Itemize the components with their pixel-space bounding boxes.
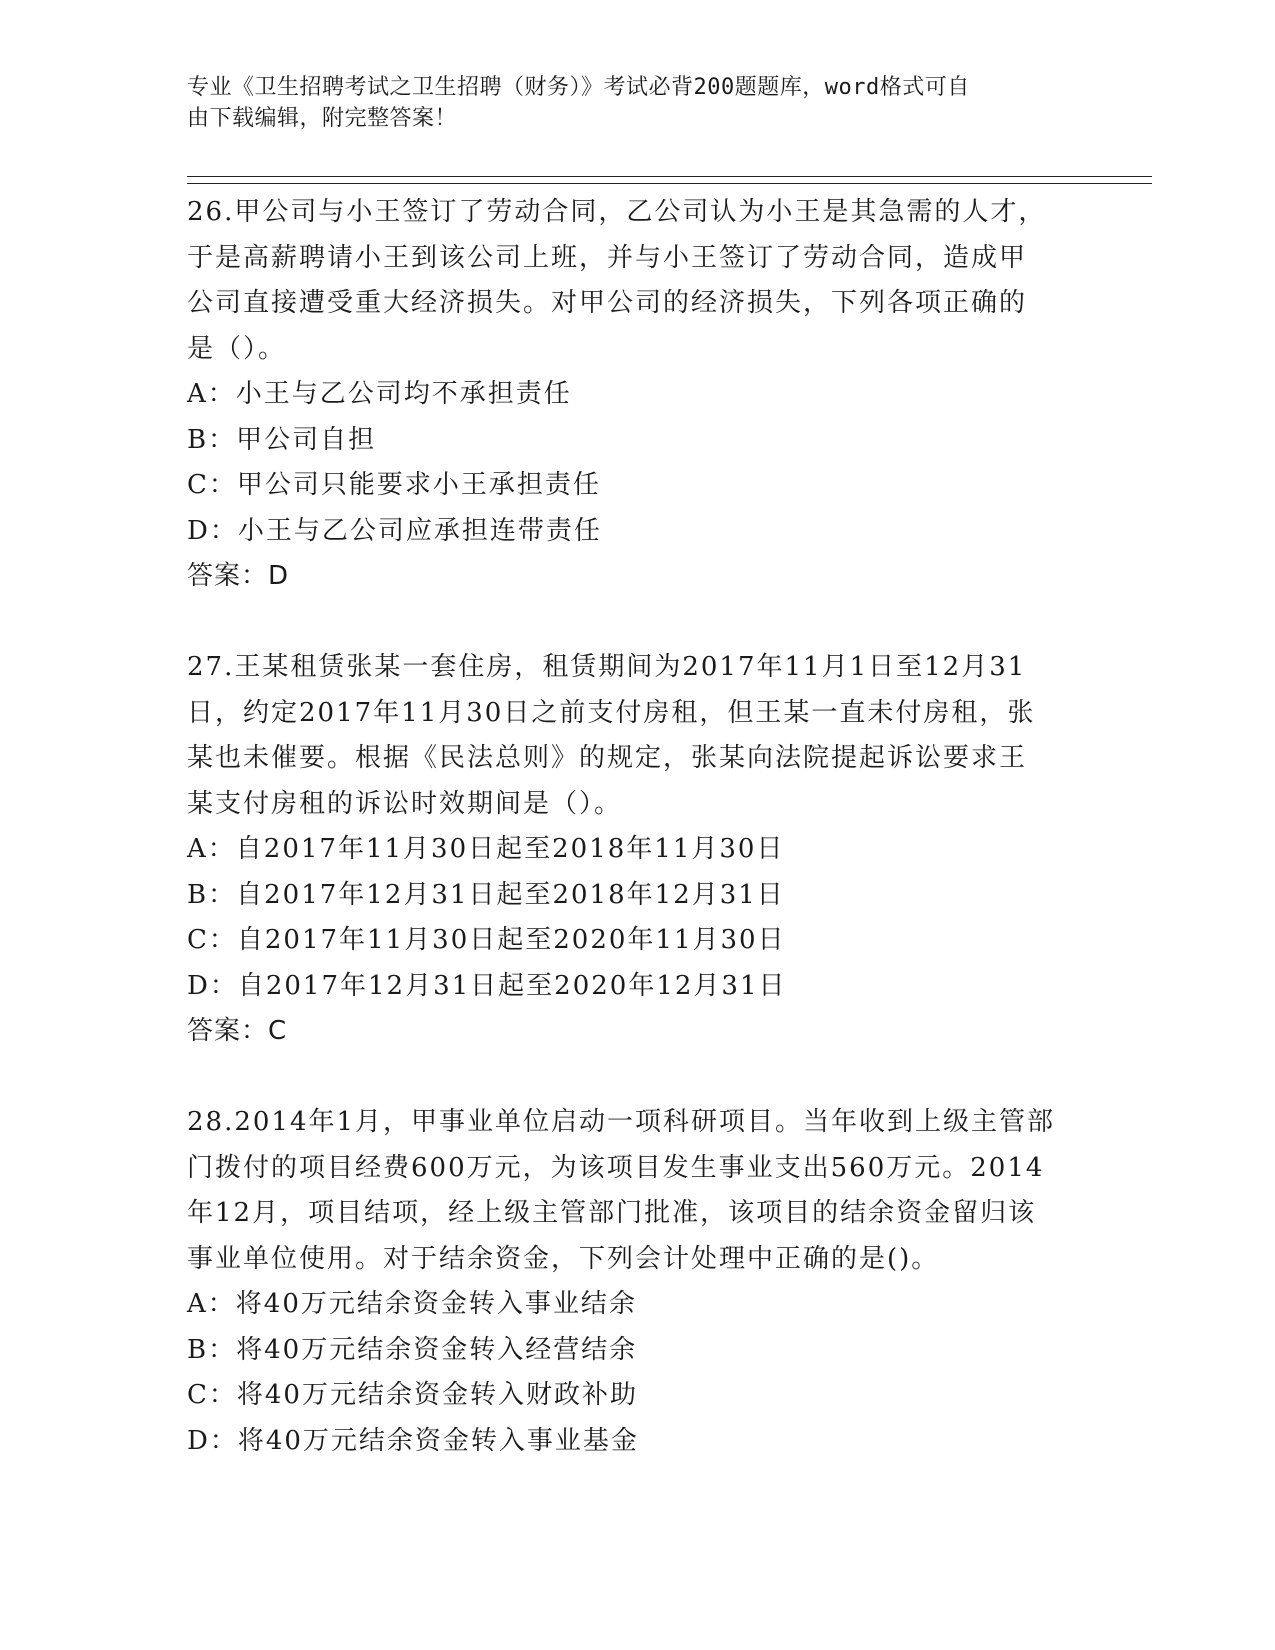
question-stem-line: 某也未催要。根据《民法总则》的规定，张某向法院提起诉讼要求王 [187,743,1028,773]
question-stem-line: 年12月，项目结项，经上级主管部门批准，该项目的结余资金留归该 [187,1198,1037,1228]
option-d: D：将40万元结余资金转入事业基金 [187,1425,639,1456]
answer-line: 答案：C [187,1016,288,1046]
option-b: B：将40万元结余资金转入经营结余 [187,1334,638,1365]
question-stem-line: 事业单位使用。对于结余资金，下列会计处理中正确的是()。 [187,1243,940,1274]
spacer [187,1055,1087,1101]
option-b: B：甲公司自担 [187,424,377,455]
question-item [187,1100,1087,1464]
header-line: 由下载编辑，附完整答案！ [187,106,458,131]
question-stem-line: 门拨付的项目经费600万元，为该项目发生事业支出560万元。2014 [187,1152,1045,1183]
option-d: D：自2017年12月31日起至2020年12月31日 [187,970,787,1001]
question-stem-line: 26.甲公司与小王签订了劳动合同，乙公司认为小王是其急需的人才， [187,197,1047,227]
spacer [187,600,1087,646]
option-a: A：小王与乙公司均不承担责任 [187,379,572,409]
question-stem-line: 27.王某租赁张某一套住房，租赁期间为2017年11月1日至12月31 [187,652,1027,682]
option-a: A：自2017年11月30日起至2018年11月30日 [187,834,785,864]
question-stem-line: 某支付房租的诉讼时效期间是（）。 [187,788,623,819]
question-item [187,645,1087,1055]
option-c: C：自2017年11月30日起至2020年11月30日 [187,925,786,955]
header-divider [187,183,1152,184]
question-stem-line: 公司直接遭受重大经济损失。对甲公司的经济损失，下列各项正确的 [187,288,1028,318]
question-list [187,190,1087,1464]
option-c: C：甲公司只能要求小王承担责任 [187,470,601,500]
option-d: D：小王与乙公司应承担连带责任 [187,515,602,546]
document-header [187,72,1067,134]
question-stem-line: 于是高薪聘请小王到该公司上班，并与小王签订了劳动合同，造成甲 [187,242,1028,273]
option-c: C：将40万元结余资金转入财政补助 [187,1380,638,1410]
question-stem-line: 28.2014年1月，甲事业单位启动一项科研项目。当年收到上级主管部 [187,1107,1056,1137]
option-a: A：将40万元结余资金转入事业结余 [187,1289,637,1319]
answer-line: 答案：D [187,561,290,591]
header-divider [187,176,1152,177]
header-line: 专业《卫生招聘考试之卫生招聘（财务）》考试必背200题题库，word格式可自 [187,75,970,100]
option-b: B：自2017年12月31日起至2018年12月31日 [187,879,785,910]
question-stem-line: 是（）。 [187,333,287,364]
question-item [187,190,1087,600]
question-stem-line: 日，约定2017年11月30日之前支付房租，但王某一直未付房租，张 [187,697,1036,728]
